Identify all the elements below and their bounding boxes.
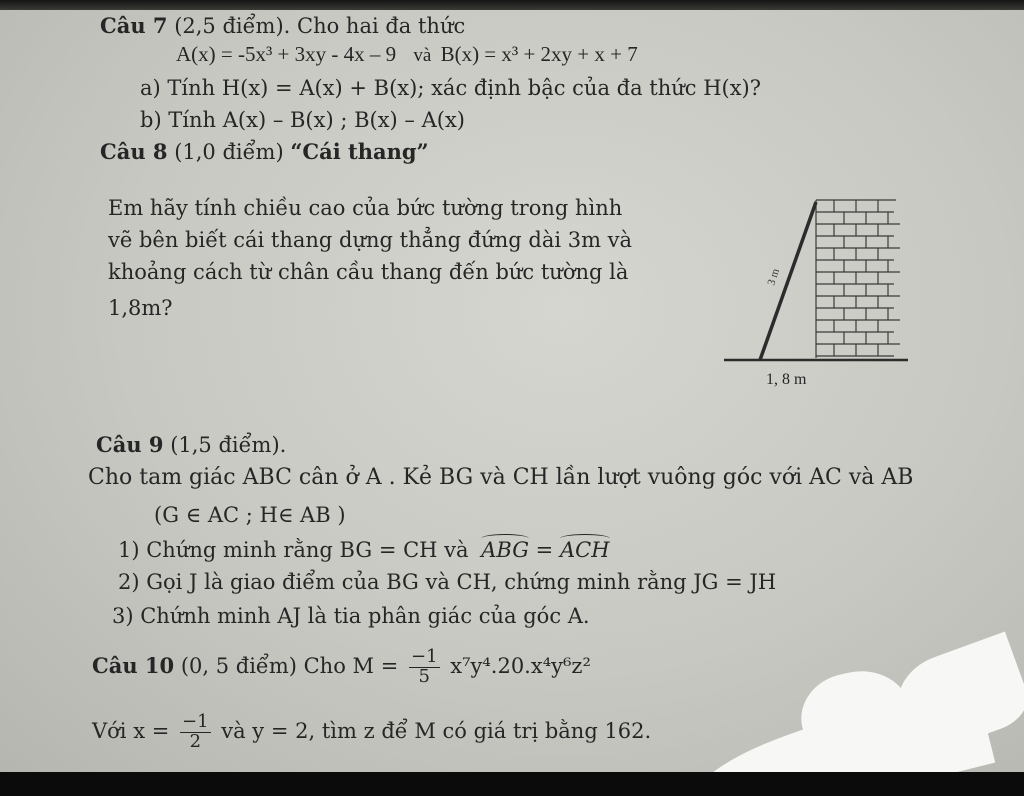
q10-fraction bbox=[409, 648, 440, 687]
bottom-border bbox=[0, 772, 1024, 796]
q8-text-line-3: khoảng cách từ chân cầu thang đến bức tường là bbox=[108, 260, 629, 284]
q10-fraction-den: 5 bbox=[418, 665, 430, 687]
x-fraction-den: 2 bbox=[189, 730, 202, 752]
q9-intro: Cho tam giác ABC cân ở A . Kẻ BG và CH lần lượt vuông góc với AC và AB bbox=[88, 465, 914, 490]
q10-condition: và y = 2, tìm z để M có giá trị bằng 162. bbox=[221, 718, 652, 743]
q7-part-a: a) Tính H(x) = A(x) + B(x); xác định bậc của đa thức H(x)? bbox=[140, 76, 762, 100]
q9-points: (1,5 điểm). bbox=[170, 433, 287, 457]
brick-wall bbox=[816, 200, 900, 358]
q8-text-line-4: 1,8m? bbox=[108, 296, 173, 320]
q9-condition: (G ∈ AC ; H∈ AB ) bbox=[154, 503, 346, 527]
poly-b: B(x) = x³ + 2xy + x + 7 bbox=[440, 42, 638, 66]
q7-title: Câu 7 bbox=[100, 13, 168, 38]
poly-a: A(x) = -5x³ + 3xy - 4x – 9 bbox=[176, 42, 397, 66]
angle-equals: = bbox=[535, 538, 554, 562]
base-distance-label: 1, 8 m bbox=[766, 371, 807, 388]
q8-header bbox=[100, 140, 429, 164]
q10-fraction-num: −1 bbox=[411, 646, 438, 667]
angle-abg: ABG bbox=[481, 538, 529, 562]
q10-line-1 bbox=[92, 648, 591, 687]
q9-item-3: 3) Chứnh minh AJ là tia phân giác của góc A. bbox=[112, 604, 590, 628]
q9-item-1-prefix: 1) Chứng minh rằng BG = CH và bbox=[118, 538, 469, 562]
angle-ach: ACH bbox=[559, 538, 610, 562]
q8-text-line-1: Em hãy tính chiều cao của bức tường trong hình bbox=[108, 196, 623, 220]
q10-with-x: Với x = bbox=[92, 718, 170, 743]
q9-item-1 bbox=[118, 538, 610, 562]
q7-header bbox=[100, 14, 465, 38]
q9-header bbox=[96, 433, 286, 457]
q8-title: Câu 8 bbox=[100, 139, 168, 164]
x-fraction bbox=[180, 713, 211, 752]
q9-title: Câu 9 bbox=[96, 432, 164, 457]
q7-points: (2,5 điểm). Cho hai đa thức bbox=[174, 14, 466, 38]
q8-subtitle: “Cái thang” bbox=[290, 139, 429, 164]
q7-polynomials bbox=[176, 42, 638, 67]
q9-item-2: 2) Gọi J là giao điểm của BG và CH, chứng minh rằng JG = JH bbox=[118, 570, 777, 594]
q8-points: (1,0 điểm) bbox=[174, 140, 284, 164]
x-fraction-num: −1 bbox=[182, 711, 209, 732]
ladder-length-label: 3 m bbox=[765, 267, 783, 287]
q10-title: Câu 10 bbox=[92, 652, 175, 678]
q7-and: và bbox=[413, 45, 432, 66]
q8-text-line-2: vẽ bên biết cái thang dựng thẳng đứng dài 3m và bbox=[108, 228, 633, 252]
q7-part-b: b) Tính A(x) – B(x) ; B(x) – A(x) bbox=[140, 108, 465, 132]
ladder-wall-figure bbox=[716, 190, 926, 400]
top-shadow bbox=[0, 0, 1024, 10]
q10-expression: x⁷y⁴.20.x⁴y⁶z² bbox=[450, 653, 591, 678]
q10-line-2 bbox=[92, 713, 651, 752]
q10-points: (0, 5 điểm) Cho M = bbox=[180, 653, 399, 678]
